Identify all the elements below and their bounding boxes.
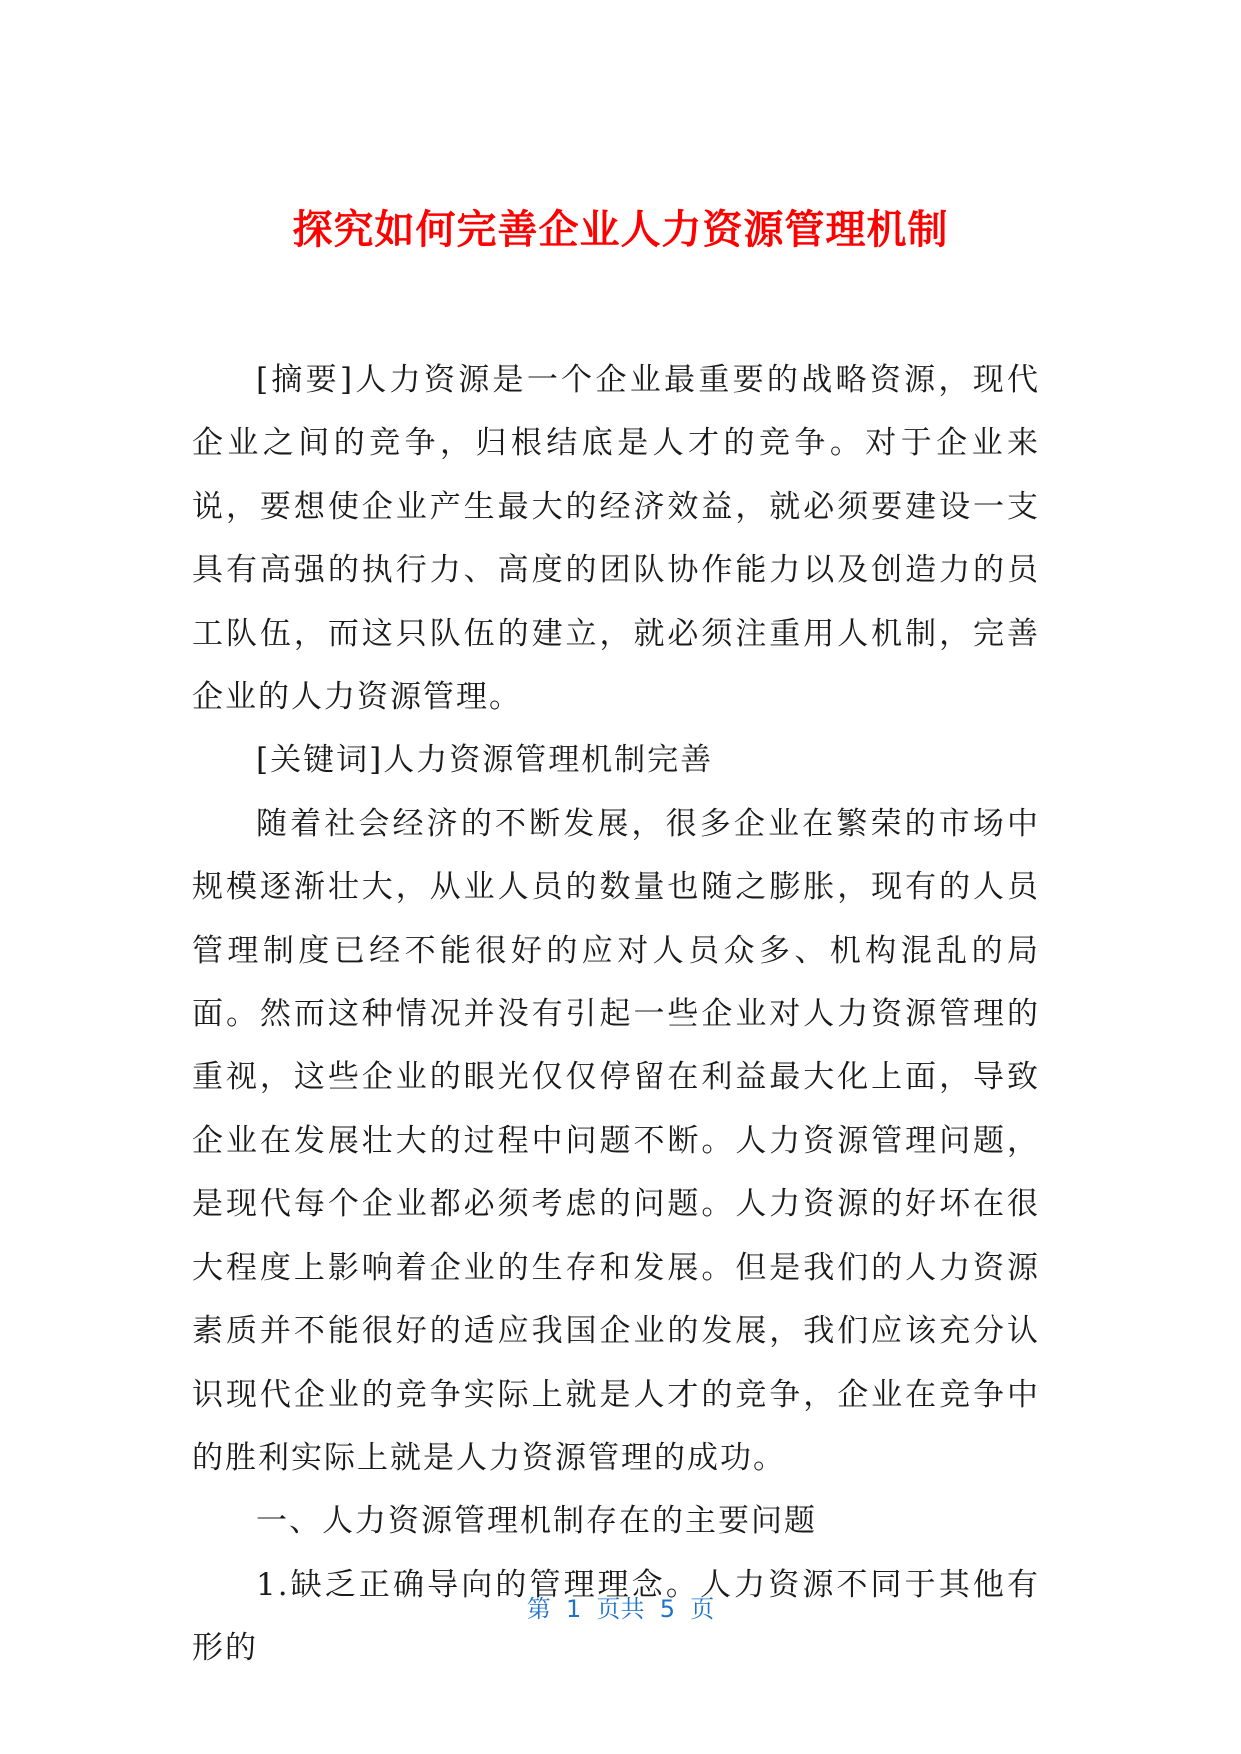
list-item-1: 1.缺乏正确导向的管理理念。人力资源不同于其他有形的 [192,1566,1040,1667]
page-footer: 第 1 页共 5 页 [526,1595,715,1623]
document-body [192,349,1040,1681]
intro-paragraph: 随着社会经济的不断发展，很多企业在繁荣的市场中规模逐渐壮大，从业人员的数量也随之膨胀，现有的人员管理制度已经不能很好的应对人员众多、机构混乱的局面。然而这种情况并没有引起一些企业对人力资源管理的重视，这些企业的眼光仅仅停留在利益最大化上面，导致企业在发展壮大的过程中问题不断。人力资源管理问题，是现代每个企业都必须考虑的问题。人力资源的好坏在很大程度上影响着企业的生存和发展。但是我们的人力资源素质并不能很好的适应我国企业的发展，我们应该充分认识现代企业的竞争实际上就是人才的竞争，企业在竞争中的胜利实际上就是人力资源管理的成功。 [192,805,1040,1476]
section-heading: 一、人力资源管理机制存在的主要问题 [256,1503,817,1540]
keywords-paragraph: [关键词]人力资源管理机制完善 [256,742,714,779]
abstract-paragraph: [摘要]人力资源是一个企业最重要的战略资源，现代企业之间的竞争，归根结底是人才的竞争。对于企业来说，要想使企业产生最大的经济效益，就必须要建设一支具有高强的执行力、高度的团队协作能力以及创造力的员工队伍，而这只队伍的建立，就必须注重用人机制，完善企业的人力资源管理。 [192,362,1040,716]
document-title: 探究如何完善企业人力资源管理机制 [292,207,949,253]
